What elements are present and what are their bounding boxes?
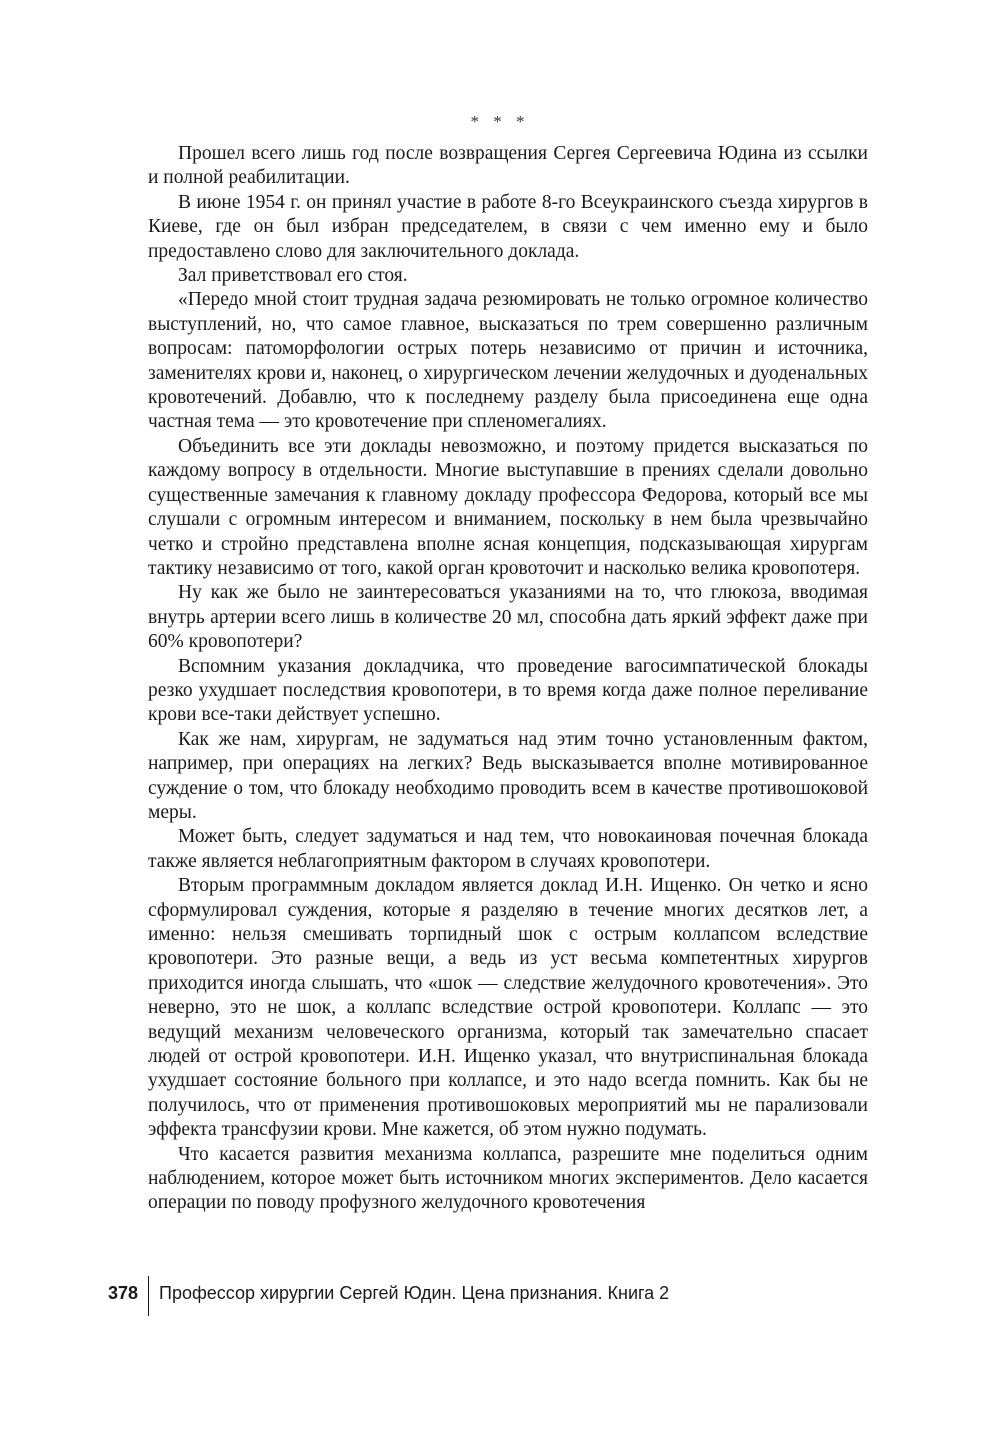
paragraph: «Передо мной стоит трудная задача резюмировать не только огромное количество выступлений, но, что самое главное, высказаться по трем совершенно различным вопросам: патоморфологии острых потерь независимо от причин и источника, заменителях крови и, наконец, о хирургическом лечении желудочных и дуоденальных кровотечений. Добавлю, что к последнему разделу была присоединена еще одна частная тема — это кровотечение при спленомегалиях. — [148, 289, 868, 433]
paragraph: Может быть, следует задуматься и над тем, что новокаиновая почечная блокада также является неблагоприятным фактором в случаях кровопотери. — [148, 826, 868, 872]
paragraph: Вспомним указания докладчика, что проведение вагосимпатической блокады резко ухудшает последствия кровопотери, в то время когда даже полное переливание крови все-таки действует успешно. — [148, 655, 868, 726]
section-separator: * * * — [470, 112, 530, 131]
paragraph: В июне 1954 г. он принял участие в работе 8-го Всеукраинского съезда хирургов в Киеве, где он был избран председателем, в связи с чем именно ему и было предоставлено слово для заключительного доклада. — [148, 191, 868, 262]
paragraph: Как же нам, хирургам, не задуматься над этим точно установленным фактом, например, при операциях на легких? Ведь высказывается вполне мотивированное суждение о том, что блокаду необходимо проводить всем в качестве противошоковой меры. — [148, 728, 868, 823]
running-title: Профессор хирургии Сергей Юдин. Цена признания. Книга 2 — [159, 1283, 670, 1303]
paragraph: Ну как же было не заинтересоваться указаниями на то, что глюкоза, вводимая внутрь артерии всего лишь в количестве 20 мл, способна дать яркий эффект даже при 60% кровопотери? — [148, 582, 868, 653]
paragraph: Зал приветствовал его стоя. — [178, 265, 408, 287]
paragraph: Что касается развития механизма коллапса, разрешите мне поделиться одним наблюдением, которое может быть источником многих экспериментов. Дело касается операции по поводу профузного желудочного кровотечения — [148, 1143, 868, 1214]
paragraph: Объединить все эти доклады невозможно, и поэтому придется высказаться по каждому вопросу в отдельности. Многие выступавшие в прениях сделали довольно существенные замечания к главному докладу профессора Федорова, который все мы слушали с огромным интересом и вниманием, поскольку в нем была чрезвычайно четко и стройно представлена вполне ясная концепция, подсказывающая хирургам тактику независимо от того, какой орган кровоточит и насколько велика кровопотеря. — [148, 435, 868, 579]
footer-divider — [148, 1276, 149, 1316]
page-number: 378 — [108, 1283, 139, 1303]
paragraph: Вторым программным докладом является доклад И.Н. Ищенко. Он четко и ясно сформулировал суждения, которые я разделяю в течение многих десятков лет, а именно: нельзя смешивать торпидный шок с острым коллапсом вследствие кровопотери. Это разные вещи, а ведь из уст весьма компетентных хирургов приходится иногда слышать, что «шок — следствие желудочного кровотечения». Это неверно, это не шок, а коллапс вследствие острой кровопотери. Коллапс — это ведущий механизм человеческого организма, который так замечательно спасает людей от острой кровопотери. И.Н. Ищенко указал, что внутриспинальная блокада ухудшает состояние больного при коллапсе, и это надо всегда помнить. Как бы не получилось, что от применения противошоковых мероприятий мы не парализовали эффекта трансфузии крови. Мне кажется, об этом нужно подумать. — [148, 875, 868, 1141]
body-text — [148, 142, 868, 1216]
page-footer — [108, 1276, 669, 1316]
paragraph: Прошел всего лишь год после возвращения Сергея Сергеевича Юдина из ссылки и полной реабилитации. — [148, 143, 868, 189]
